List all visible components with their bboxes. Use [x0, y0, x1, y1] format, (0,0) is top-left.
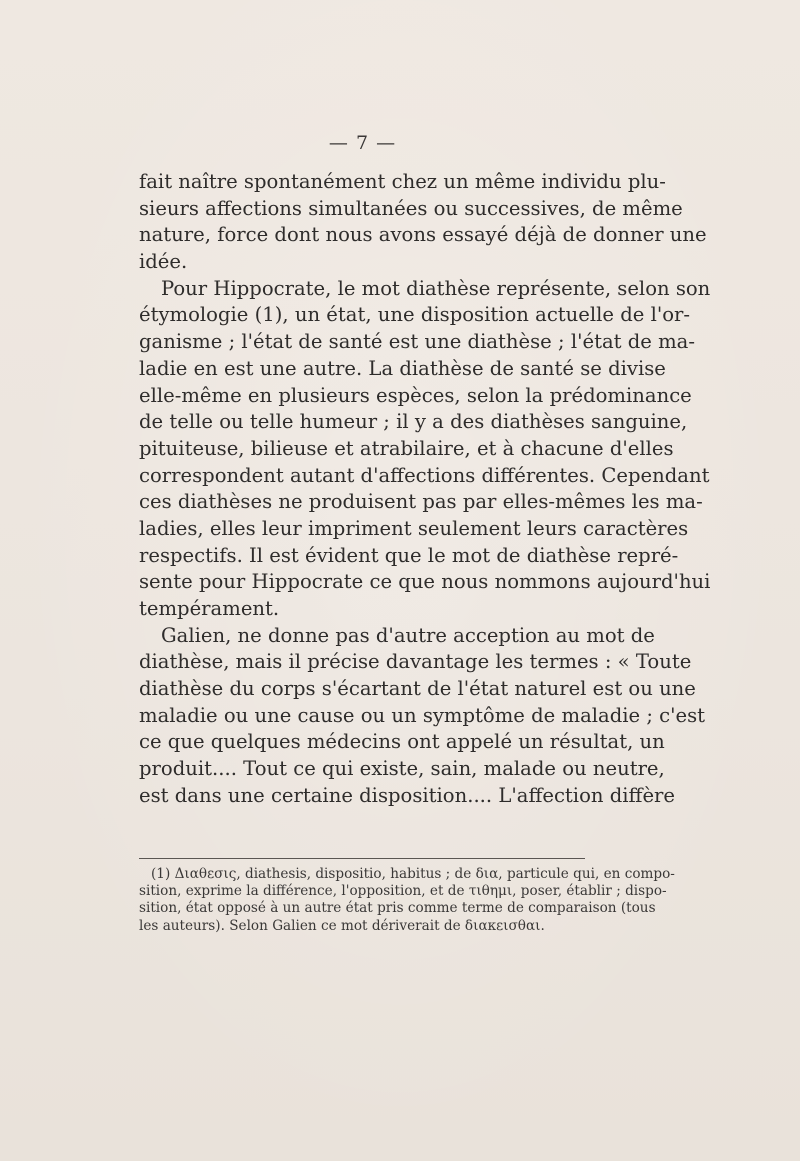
body-line: idée.	[139, 250, 188, 274]
body-line: ladie en est une autre. La diathèse de santé se divise	[139, 356, 666, 380]
body-line: étymologie (1), un état, une disposition actuelle de l'or-	[139, 303, 691, 327]
body-line: de telle ou telle humeur ; il y a des diathèses sanguine,	[139, 410, 688, 434]
body-line: diathèse du corps s'écartant de l'état naturel est ou une	[139, 677, 696, 701]
body-line: sente pour Hippocrate ce que nous nommons aujourd'hui	[139, 570, 711, 594]
body-line: ces diathèses ne produisent pas par elles-mêmes les ma-	[139, 490, 703, 514]
footnote-line: (1) Διαθεσις, diathesis, dispositio, habitus ; de δια, particule qui, en compo-	[151, 866, 675, 882]
footnote	[139, 866, 675, 935]
body-line: produit.... Tout ce qui existe, sain, malade ou neutre,	[139, 757, 665, 781]
body-line: nature, force dont nous avons essayé déjà de donner une	[139, 223, 707, 247]
body-line: tempérament.	[139, 597, 280, 620]
body-line: diathèse, mais il précise davantage les termes : « Toute	[139, 650, 692, 674]
body-line: respectifs. Il est évident que le mot de diathèse repré-	[139, 543, 679, 567]
body-line: pituiteuse, bilieuse et atrabilaire, et à chacune d'elles	[139, 436, 674, 460]
body-line: ganisme ; l'état de santé est une diathèse ; l'état de ma-	[139, 330, 695, 354]
body-line: sieurs affections simultanées ou successives, de même	[139, 196, 683, 220]
footnote-line: sition, état opposé à un autre état pris comme terme de comparaison (tous	[139, 900, 656, 917]
footnote-line: les auteurs). Selon Galien ce mot dériverait de διακεισθαι.	[139, 917, 545, 934]
body-line: elle-même en plusieurs espèces, selon la prédominance	[139, 383, 692, 407]
body-line: fait naître spontanément chez un même individu plu-	[139, 170, 666, 193]
body-line: maladie ou une cause ou un symptôme de maladie ; c'est	[139, 703, 706, 727]
body-text	[139, 169, 711, 810]
footnote-divider	[139, 858, 585, 859]
body-line: ladies, elles leur impriment seulement leurs caractères	[139, 516, 689, 540]
page-number: — 7 —	[328, 132, 397, 154]
body-line: correspondent autant d'affections différentes. Cependant	[139, 463, 710, 487]
body-line: Pour Hippocrate, le mot diathèse représente, selon son	[161, 276, 711, 300]
body-line: ce que quelques médecins ont appelé un résultat, un	[139, 730, 665, 754]
body-line: est dans une certaine disposition.... L'affection diffère	[139, 783, 676, 807]
body-line: Galien, ne donne pas d'autre acception au mot de	[161, 623, 655, 647]
footnote-line: sition, exprime la différence, l'opposition, et de τιθημι, poser, établir ; dispo-	[139, 883, 667, 900]
